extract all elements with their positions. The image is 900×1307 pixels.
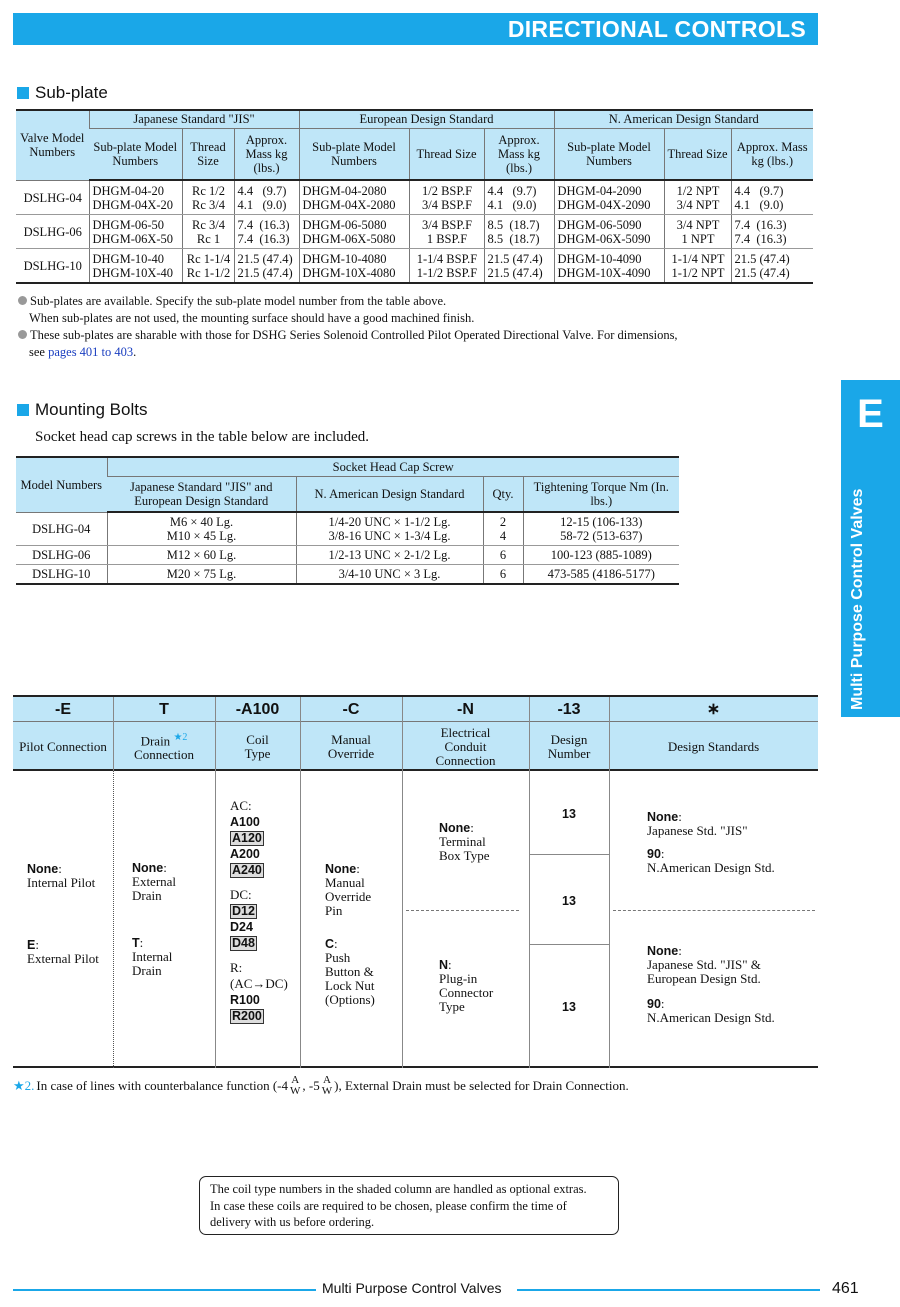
col-torque: Tightening Torque Nm (In. lbs.)	[523, 476, 679, 512]
group-eu: European Design Standard	[299, 110, 554, 128]
bolt-model: DSLHG-10	[16, 565, 107, 585]
square-bullet-icon	[17, 87, 29, 99]
star-icon: ★2.	[13, 1078, 35, 1093]
na-thread-cell: 3/4 NPT 1 NPT	[664, 215, 731, 249]
eu-mass-cell: 4.4 (9.7) 4.1 (9.0)	[484, 180, 554, 215]
drain-t: T: Internal Drain	[132, 935, 173, 978]
eu-thread-cell: 1-1/4 BSP.F 1-1/2 BSP.F	[409, 249, 484, 284]
eu-model-cell: DHGM-10-4080 DHGM-10X-4080	[299, 249, 409, 284]
drain-footnote: ★2. In case of lines with counterbalance function (-4 A W , -5 A W ), External Drain must be selected for Drain Connection.	[13, 1074, 629, 1097]
jis-thread-cell: Rc 1-1/4 Rc 1-1/2	[182, 249, 234, 284]
name-electrical: Electrical Conduit Connection	[435, 724, 496, 768]
na-model-cell: DHGM-10-4090 DHGM-10X-4090	[554, 249, 664, 284]
electrical-n: N: Plug-in Connector Type	[439, 957, 494, 1014]
page-number: 461	[832, 1280, 859, 1297]
jis-cell: M20 × 75 Lg.	[107, 565, 296, 585]
jis-cell: M12 × 60 Lg.	[107, 546, 296, 565]
eu-mass-cell: 21.5 (47.4) 21.5 (47.4)	[484, 249, 554, 284]
manual-none: None: Manual Override Pin	[325, 861, 372, 918]
code-drain: T	[159, 701, 169, 718]
footer-rule-left	[13, 1289, 316, 1291]
coil-optional-d48: D48	[232, 936, 255, 950]
col-jis-thread: Thread Size	[182, 128, 234, 180]
na-cell: 1/2-13 UNC × 2-1/2 Lg.	[296, 546, 483, 565]
code-pilot: -E	[55, 701, 71, 718]
group-jis: Japanese Standard "JIS"	[89, 110, 299, 128]
design-number-3: 13	[562, 1000, 576, 1014]
table-row	[16, 546, 679, 565]
footer-rule-right	[517, 1289, 820, 1291]
col-model: Model Numbers	[16, 457, 107, 512]
bullet-dot-icon	[18, 296, 27, 305]
valve-model: DSLHG-10	[16, 249, 89, 284]
coil-optional-a120: A120	[232, 831, 262, 845]
coil-options: AC: A100 A120 A200 A240 DC: D12 D24 D48 R: (AC→DC) R100 R200	[230, 798, 288, 1023]
coil-optional-d12: D12	[232, 904, 255, 918]
valve-model: DSLHG-04	[16, 180, 89, 215]
name-drain: Drain $^{★2}$ Connection	[134, 731, 194, 763]
torque-cell: 100-123 (885-1089)	[523, 546, 679, 565]
name-pilot: Pilot Connection	[19, 738, 107, 754]
col-jis-screw: Japanese Standard "JIS" and European Design Standard	[107, 476, 296, 512]
name-design-standards: Design Standards	[667, 738, 760, 754]
jis-mass-cell: 4.4 (9.7) 4.1 (9.0)	[234, 180, 299, 215]
section-letter: E	[857, 392, 884, 436]
col-na-sub: Sub-plate Model Numbers	[554, 128, 664, 180]
footer-title: Multi Purpose Control Valves	[322, 1280, 502, 1296]
model-code-table	[13, 695, 818, 1068]
coil-optional-r200: R200	[232, 1009, 262, 1023]
col-jis-mass: Approx. Mass kg (lbs.)	[234, 128, 299, 180]
qty-cell: 6	[483, 565, 523, 585]
bolts-intro: Socket head cap screws in the table below are included.	[35, 429, 370, 445]
na-model-cell: DHGM-04-2090 DHGM-04X-2090	[554, 180, 664, 215]
col-valve-model: Valve Model Numbers	[16, 110, 89, 180]
col-na-screw: N. American Design Standard	[296, 476, 483, 512]
table-row	[16, 565, 679, 585]
design-number-2: 13	[562, 894, 576, 908]
group-screw: Socket Head Cap Screw	[107, 457, 679, 476]
code-design-number: -13	[557, 701, 581, 718]
pages-link[interactable]: pages 401 to 403	[48, 345, 134, 359]
eu-mass-cell: 8.5 (18.7) 8.5 (18.7)	[484, 215, 554, 249]
page-banner: DIRECTIONAL CONTROLS	[13, 13, 818, 45]
star-icon: ★2	[173, 731, 188, 743]
jis-mass-cell: 21.5 (47.4) 21.5 (47.4)	[234, 249, 299, 284]
jis-model-cell: DHGM-06-50 DHGM-06X-50	[89, 215, 182, 249]
na-cell: 3/4-10 UNC × 3 Lg.	[296, 565, 483, 585]
eu-thread-cell: 1/2 BSP.F 3/4 BSP.F	[409, 180, 484, 215]
coil-optional-a240: A240	[232, 863, 262, 877]
eu-thread-cell: 3/4 BSP.F 1 BSP.F	[409, 215, 484, 249]
qty-cell: 2 4	[483, 512, 523, 546]
na-thread-cell: 1/2 NPT 3/4 NPT	[664, 180, 731, 215]
pilot-none: None: Internal Pilot	[27, 861, 96, 890]
col-eu-mass: Approx. Mass kg (lbs.)	[484, 128, 554, 180]
section-tab-label: Multi Purpose Control Valves	[849, 488, 866, 710]
na-mass-cell: 7.4 (16.3) 7.4 (16.3)	[731, 215, 813, 249]
jis-thread-cell: Rc 3/4 Rc 1	[182, 215, 234, 249]
bolt-model: DSLHG-04	[16, 512, 107, 546]
na-mass-cell: 4.4 (9.7) 4.1 (9.0)	[731, 180, 813, 215]
table-row	[16, 512, 679, 546]
name-design-number: Design Number	[547, 731, 591, 761]
torque-cell: 12-15 (106-133) 58-72 (513-637)	[523, 512, 679, 546]
pilot-e: E: External Pilot	[27, 937, 99, 966]
col-jis-sub: Sub-plate Model Numbers	[89, 128, 182, 180]
col-qty: Qty.	[483, 476, 523, 512]
col-eu-thread: Thread Size	[409, 128, 484, 180]
na-thread-cell: 1-1/4 NPT 1-1/2 NPT	[664, 249, 731, 284]
design-number-1: 13	[562, 807, 576, 821]
na-mass-cell: 21.5 (47.4) 21.5 (47.4)	[731, 249, 813, 284]
subplate-table	[16, 109, 813, 284]
drain-none: None: External Drain	[132, 860, 177, 903]
code-coil: -A100	[235, 701, 280, 718]
table-row	[16, 215, 813, 249]
na-model-cell: DHGM-06-5090 DHGM-06X-5090	[554, 215, 664, 249]
valve-model: DSLHG-06	[16, 215, 89, 249]
bolts-heading: Mounting Bolts	[17, 400, 147, 420]
name-manual: Manual Override	[327, 731, 375, 761]
jis-model-cell: DHGM-04-20 DHGM-04X-20	[89, 180, 182, 215]
square-bullet-icon	[17, 404, 29, 416]
subplate-notes: Sub-plates are available. Specify the sub-plate model number from the table above. When sub-plates are not used, the mounting surface should have a good machined finish. These sub-plates are sharable with those for DSHG Series Solenoid Controlled Pilot Operated Directional Valve. For dimensions, see pages 401 to 403.	[18, 293, 678, 361]
bullet-dot-icon	[18, 330, 27, 339]
col-eu-sub: Sub-plate Model Numbers	[299, 128, 409, 180]
table-row	[16, 180, 813, 215]
eu-model-cell: DHGM-06-5080 DHGM-06X-5080	[299, 215, 409, 249]
eu-model-cell: DHGM-04-2080 DHGM-04X-2080	[299, 180, 409, 215]
na-cell: 1/4-20 UNC × 1-1/2 Lg. 3/8-16 UNC × 1-3/4 Lg.	[296, 512, 483, 546]
table-row	[16, 249, 813, 284]
code-design-standards: ∗	[706, 701, 721, 718]
jis-cell: M6 × 40 Lg. M10 × 45 Lg.	[107, 512, 296, 546]
col-na-mass: Approx. Mass kg (lbs.)	[731, 128, 813, 180]
group-na: N. American Design Standard	[554, 110, 813, 128]
bolt-model: DSLHG-06	[16, 546, 107, 565]
subplate-heading: Sub-plate	[17, 83, 108, 103]
jis-thread-cell: Rc 1/2 Rc 3/4	[182, 180, 234, 215]
col-na-thread: Thread Size	[664, 128, 731, 180]
bolts-table	[16, 456, 679, 585]
manual-c: C: Push Button & Lock Nut (Options)	[325, 936, 375, 1007]
code-electrical: -N	[457, 701, 474, 718]
qty-cell: 6	[483, 546, 523, 565]
torque-cell: 473-585 (4186-5177)	[523, 565, 679, 585]
code-manual: -C	[342, 701, 360, 718]
jis-mass-cell: 7.4 (16.3) 7.4 (16.3)	[234, 215, 299, 249]
electrical-none: None: Terminal Box Type	[439, 820, 490, 863]
optional-coil-note: The coil type numbers in the shaded column are handled as optional extras. In case these coils are required to be chosen, please confirm the time of delivery with us before ordering.	[199, 1176, 619, 1235]
name-coil: Coil Type	[244, 731, 271, 761]
standards-a: None: Japanese Std. "JIS" 90: N.American Design Std.	[647, 809, 775, 875]
jis-model-cell: DHGM-10-40 DHGM-10X-40	[89, 249, 182, 284]
standards-b: None: Japanese Std. "JIS" & European Design Std. 90: N.American Design Std.	[647, 943, 775, 1025]
